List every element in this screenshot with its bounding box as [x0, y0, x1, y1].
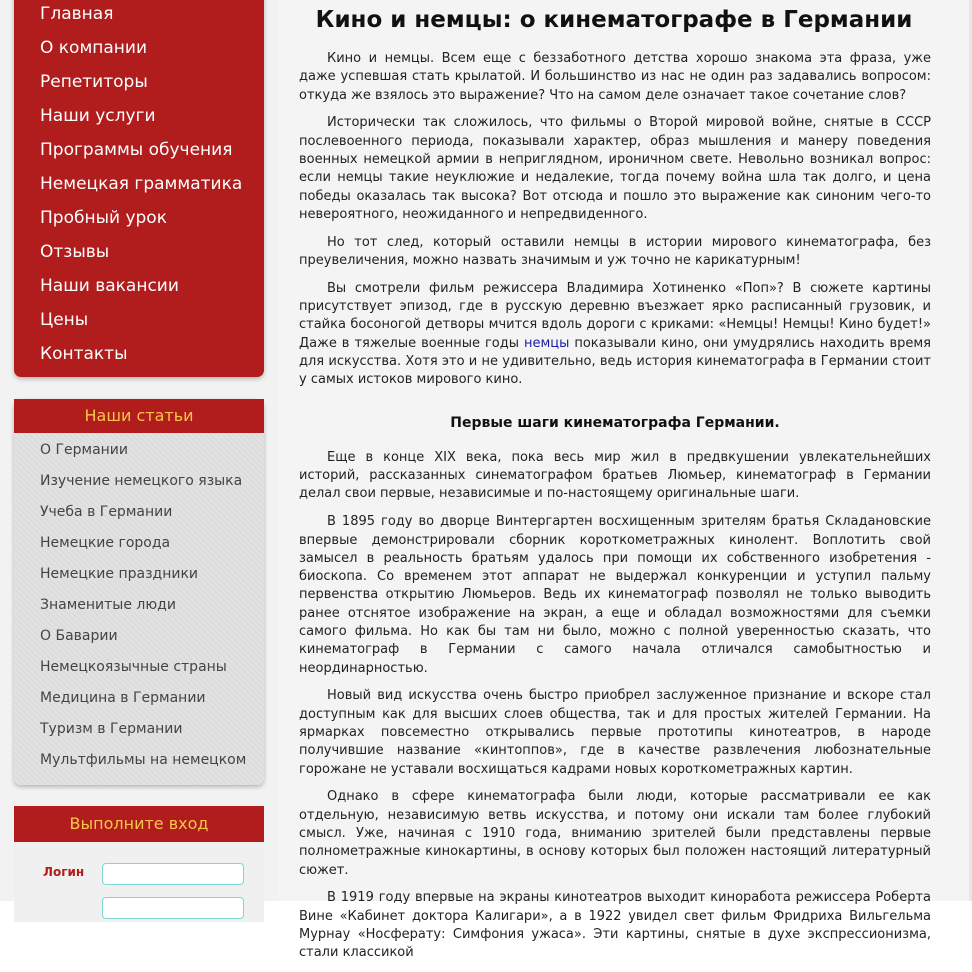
menu-item-about[interactable]: О компании: [40, 38, 148, 58]
menu-item-prices[interactable]: Цены: [40, 310, 89, 330]
articles-box: [14, 399, 264, 785]
paragraph-4: [299, 280, 931, 390]
login-box: [14, 806, 264, 916]
article-link-famous-people[interactable]: Знаменитые люди: [40, 597, 176, 613]
paragraph-8: Однако в сфере кинематографа были люди, которые рассматривали ее как отдельную, независимую ветвь искусства, и потому они искали там более глубокий смысл. Уже, начиная с 1910 года, вниманию зрителей были представлены первые полнометражные кинокартины, в основу которых был положен настоящий литературный сюжет.: [299, 789, 931, 878]
article-link-learning-german[interactable]: Изучение немецкого языка: [40, 473, 243, 489]
paragraph-5: Еще в конце XIX века, пока весь мир жил в предвкушении увлекательнейших историй, рассказанных синематографом братьев Люмьер, кинематограф в Германии делал свои первые, независимые и по-настоящему оригинальные шаги.: [299, 449, 931, 502]
paragraph-9: В 1919 году впервые на экраны кинотеатров выходит киноработа режиссера Роберта Вине «Кабинет доктора Калигари», а в 1922 увидел свет фильм Фридриха Вильгельма Мурнау «Носферату: Симфония ужаса». Эти картины, снятые в духе экспрессионизма, стали классикой: [299, 890, 931, 961]
article-link-bavaria[interactable]: О Баварии: [40, 628, 118, 644]
article-body: [299, 50, 931, 972]
link-germans[interactable]: немцы: [523, 335, 570, 351]
paragraph-6: В 1895 году во дворце Винтергартен восхищенным зрителям братья Складановские впервые демонстрировали сборник короткометражных кинолент. Воплотить свой замысел в реальность братьям удалось при помощи их собственного изобретения - биоскопа. Со временем этот аппарат не выдержал конкуренции и уступил пальму первенства открытию Люмьеров. Ведь их кинематограф позволял не только выводить ранее отснятое изображение на экран, а еще и обладал возможностями для съемки самого фильма. Но как бы там ни было, можно с полной уверенностью сказать, что кинематограф в Германии с самого начала отличался самобытностью и неординарностью.: [299, 514, 931, 676]
menu-item-grammar[interactable]: Немецкая грамматика: [40, 174, 243, 194]
article-link-cities[interactable]: Немецкие города: [40, 535, 171, 551]
login-label: Логин: [43, 865, 85, 879]
menu-item-home[interactable]: Главная: [40, 4, 114, 24]
section-heading: Первые шаги кинематографа Германии.: [450, 414, 780, 431]
menu-item-services[interactable]: Наши услуги: [40, 106, 156, 126]
paragraph-4-part-a: Вы смотрели фильм режиссера Владимира Хотиненко «Поп»? В сюжете картины присутствует эпизод, где в русскую деревню въезжает ярко расписанный грузовик, и стайка босоногой детворы мчится вдоль дороги с криками: «Немцы! Немцы! Кино будет!» Даже в тяжелые военные годы: [299, 280, 931, 351]
article-link-tourism[interactable]: Туризм в Германии: [40, 721, 183, 737]
menu-item-programs[interactable]: Программы обучения: [40, 140, 233, 160]
sidebar: [0, 0, 278, 901]
paragraph-3: Но тот след, который оставили немцы в истории мирового кинематографа, без преувеличения, можно назвать значимым и уж точно не карикатурным!: [299, 234, 931, 268]
login-title: Выполните вход: [14, 806, 264, 842]
articles-title: Наши статьи: [14, 399, 264, 433]
page-title: Кино и немцы: о кинематографе в Германии: [315, 7, 913, 33]
menu-item-tutors[interactable]: Репетиторы: [40, 72, 148, 92]
article-link-germany[interactable]: О Германии: [40, 442, 128, 458]
article-link-medicine[interactable]: Медицина в Германии: [40, 690, 206, 706]
login-form: [14, 842, 264, 922]
articles-list: [14, 433, 264, 776]
menu-item-vacancies[interactable]: Наши вакансии: [40, 276, 179, 296]
article-link-holidays[interactable]: Немецкие праздники: [40, 566, 199, 582]
menu-item-trial-lesson[interactable]: Пробный урок: [40, 208, 167, 228]
password-input[interactable]: [102, 897, 244, 919]
main-menu: [14, 0, 264, 377]
article-link-cartoons[interactable]: Мультфильмы на немецком: [40, 752, 247, 768]
paragraph-4-part-b: показывали кино, они умудрялись находить время для искусства. Хотя это и не удивительно, ведь история кинематографа в Германии стоит у самых истоков мирового кино.: [299, 335, 931, 388]
paragraph-1: Кино и немцы. Всем еще с беззаботного детства хорошо знакома эта фраза, уже даже успевшая стать крылатой. И большинство из нас не один раз задавались вопросом: откуда же взялось это выражение? Что на самом деле означает такое сочетание слов?: [299, 51, 931, 103]
login-input[interactable]: [102, 863, 244, 885]
article-link-study[interactable]: Учеба в Германии: [40, 504, 173, 520]
menu-item-contacts[interactable]: Контакты: [40, 344, 128, 364]
article-link-german-countries[interactable]: Немецкоязычные страны: [40, 659, 227, 675]
menu-item-reviews[interactable]: Отзывы: [40, 242, 110, 262]
paragraph-2: Исторически так сложилось, что фильмы о Второй мировой войне, снятые в СССР послевоенного периода, показывали характер, образ мышления и манеру поведения военных немецкой армии в неприглядном, ироничном свете. Невольно возникал вопрос: если немцы такие неуклюжие и недалекие, тогда почему война шла так долго, и цена победы оказалась так высока? Вот отсюда и пошло это выражение как синоним чего-то невероятного, неожиданного и непредвиденного.: [299, 115, 931, 222]
paragraph-7: Новый вид искусства очень быстро приобрел заслуженное признание и вскоре стал доступным как для высших слоев общества, так и для простых жителей Германии. На ярмарках повсеместно открывались первые прототипы кинотеатров, в народе получившие название «кинтоппов», где в качестве развлечения любознательные горожане не уставали восхищаться кадрами новых короткометражных картин.: [299, 688, 931, 777]
content-area: [278, 0, 972, 961]
